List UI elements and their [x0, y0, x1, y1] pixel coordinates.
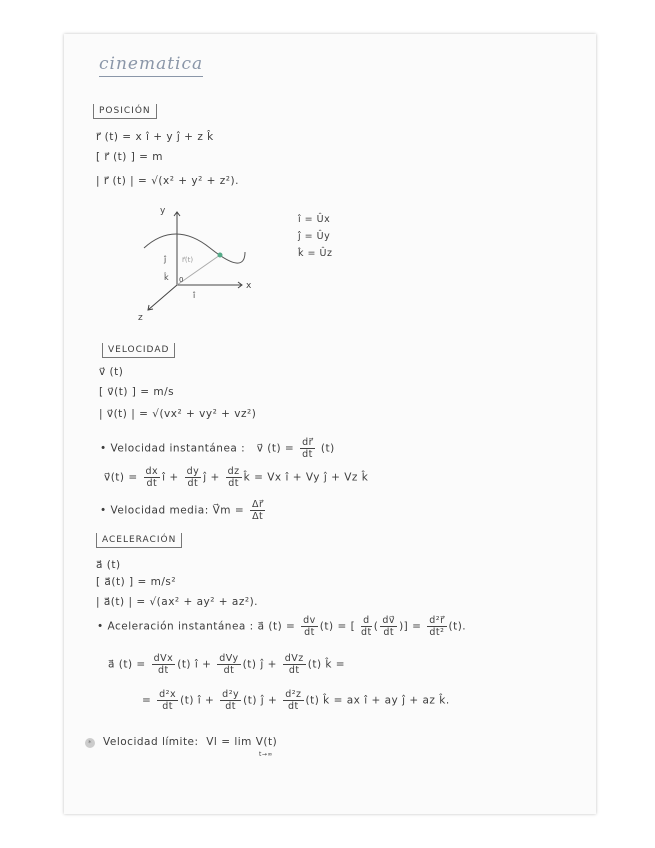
formula: [ r⃗ (t) ] = m — [96, 151, 164, 163]
star-bullet-icon: * — [85, 738, 95, 748]
limit-subscript: t→∞ — [259, 751, 273, 758]
velocidad-instantanea: • Velocidad instantánea : v⃗ (t) = $\frac{dr⃗}{dt}$ (t) — [100, 437, 335, 460]
aceleracion-componentes: a⃗ (t) = $\frac{\text{dVx}}{dt}$ (t) î + $\frac{\text{dVy}}{dt}$ (t) ĵ + $\frac{\text{dVz}}{dt}$ (t) k̂ = — [108, 653, 346, 676]
formula: v⃗ (t) — [99, 366, 124, 378]
axis-x-label: x — [246, 281, 252, 291]
aceleracion-instantanea: • Aceleración instantánea : a⃗ (t) = $\frac{dv}{dt}$ (t) = [ $\frac{d}{dt}$ ( $\frac{dv⃗}{dt}$ )] = $\frac{\text{d²r⃗}}{\text{dt²}}$ (t). — [97, 615, 467, 638]
heading-velocidad: VELOCIDAD — [102, 343, 175, 358]
axis-y-label: y — [160, 206, 166, 216]
formula: | a⃗(t) | = √(ax² + ay² + az²). — [96, 596, 259, 608]
heading-posicion: POSICIÓN — [93, 104, 157, 119]
origin-label: 0 — [179, 276, 184, 284]
unit-vector: ĵ = Ûy — [298, 231, 331, 242]
formula: a⃗ (t) — [96, 559, 121, 571]
formula: [ a⃗(t) ] = m/s² — [96, 576, 177, 588]
formula: [ v⃗(t) ] = m/s — [99, 386, 175, 398]
formula: r⃗ (t) = x î + y ĵ + z k̂ — [96, 131, 214, 143]
k-label: k̂ — [164, 273, 169, 282]
r-label: r⃗(t) — [182, 256, 194, 264]
unit-vector: k̂ = Ûz — [298, 248, 333, 259]
formula: | v⃗(t) | = √(vx² + vy² + vz²) — [99, 408, 257, 420]
velocidad-componentes: v⃗(t) = $\frac{dx}{dt}$ î + $\frac{dy}{dt}$ ĵ + $\frac{dz}{dt}$ k̂ = Vx î + Vy ĵ + Vz k̂ — [104, 466, 369, 489]
aceleracion-segunda-derivada: = $\frac{\text{d²x}}{dt}$ (t) î + $\frac{\text{d²y}}{dt}$ (t) ĵ + $\frac{\text{d²z}}{dt}$ (t) k̂ = ax î + ay ĵ + az k̂. — [142, 689, 450, 712]
axis-z-label: z — [138, 313, 143, 323]
position-diagram — [130, 200, 260, 325]
heading-aceleracion: ACELERACIÓN — [96, 533, 182, 548]
page-title: cinematica — [99, 54, 203, 77]
formula: | r⃗ (t) | = √(x² + y² + z²). — [96, 175, 239, 187]
velocidad-media: • Velocidad media: V⃗m = $\frac{\Delta r⃗}{\Delta t}$ — [100, 499, 264, 522]
unit-vector: î = Ûx — [298, 214, 331, 225]
velocidad-limite: * Velocidad límite: Vl = lim V(t) — [85, 736, 277, 748]
i-label: î — [193, 291, 196, 300]
j-label: ĵ — [164, 255, 167, 264]
